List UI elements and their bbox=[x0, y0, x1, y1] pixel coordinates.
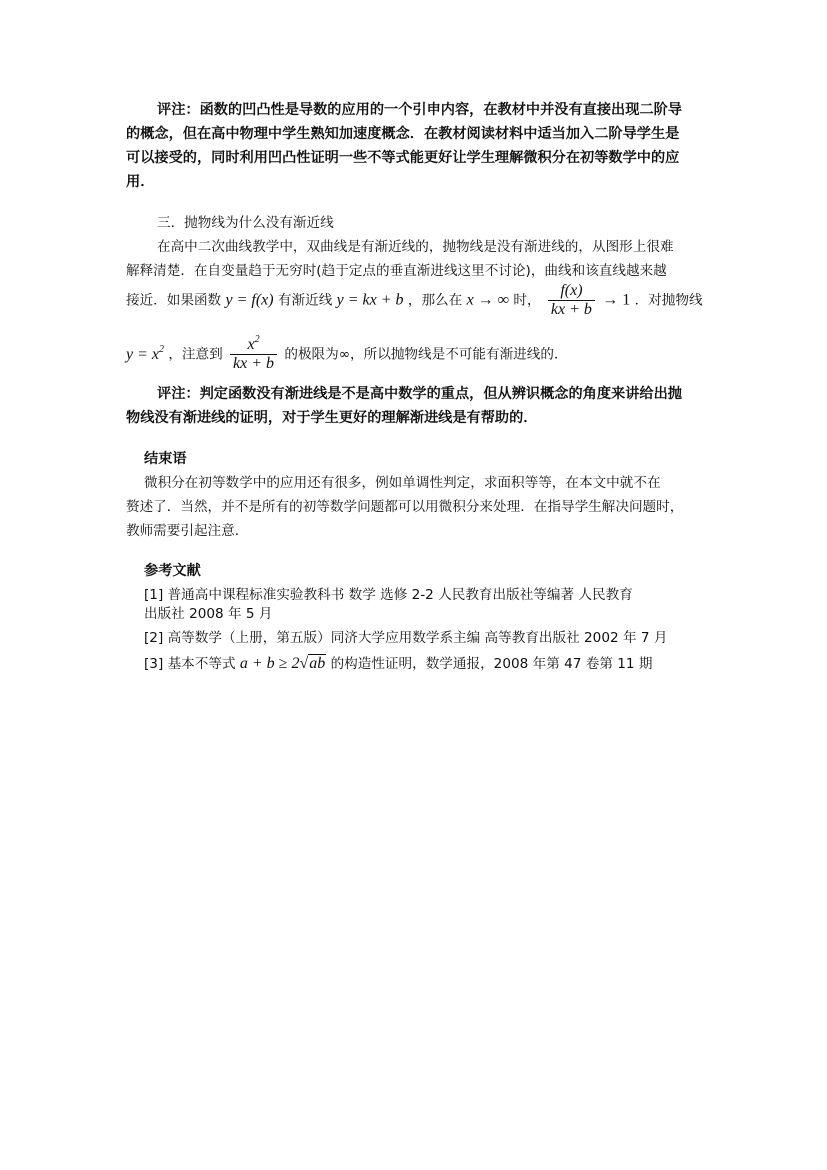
math-parabola bbox=[126, 343, 164, 363]
text-segment: 接近．如果函数 bbox=[126, 292, 222, 309]
reference-2: [2] 高等数学（上册，第五版）同济大学应用数学系主编 高等教育出版社 2002 年 7 月 bbox=[144, 630, 668, 646]
math-asymptote: y = kx + b bbox=[336, 291, 404, 309]
text-segment: ，注意到 bbox=[168, 346, 223, 363]
comment2-line-1: 评注：判定函数没有渐进线是不是高中数学的重点，但从辨识概念的角度来讲给出抛 bbox=[157, 386, 682, 402]
conclusion-heading: 结束语 bbox=[144, 451, 187, 467]
fraction-denominator: kx + b bbox=[550, 301, 592, 318]
comment1-line-3: 可以接受的，同时利用凹凸性证明一些不等式能更好让学生理解微积分在初等数学中的应 bbox=[126, 150, 680, 166]
fraction-denominator: kx + b bbox=[233, 355, 275, 372]
text-segment: 的极限为∞，所以抛物线是不可能有渐进线的． bbox=[284, 346, 568, 363]
math-limit-condition: x → ∞ bbox=[466, 291, 510, 309]
reference-3 bbox=[144, 652, 652, 676]
reference-1-line-1: [1] 普通高中课程标准实验教科书 数学 选修 2-2 人民教育出版社等编著 人民教育 bbox=[144, 587, 633, 603]
math-arrow-one: → 1 bbox=[602, 291, 631, 309]
math-inequality bbox=[240, 654, 326, 672]
math-function: y = f(x) bbox=[225, 291, 274, 309]
references-heading: 参考文献 bbox=[144, 563, 201, 579]
comment2-line-2: 物线没有渐进线的证明，对于学生更好的理解渐进线是有帮助的． bbox=[126, 410, 538, 426]
conclusion-line-2: 赘述了．当然，并不是所有的初等数学问题都可以用微积分来处理．在指导学生解决问题时， bbox=[126, 499, 684, 515]
math-radicand: ab bbox=[309, 655, 326, 672]
text-segment: 的构造性证明，数学通报，2008 年第 47 卷第 11 期 bbox=[330, 656, 653, 672]
comment1-line-1: 评注：函数的凹凸性是导数的应用的一个引申内容，在教材中并没有直接出现二阶导 bbox=[157, 102, 682, 118]
fraction-numerator-base: x bbox=[247, 336, 255, 353]
fraction-x2-over-kxb bbox=[230, 336, 277, 373]
comment1-line-4: 用． bbox=[126, 174, 155, 190]
math-parabola-exponent: 2 bbox=[159, 343, 164, 355]
sqrt-icon: √ bbox=[299, 655, 309, 672]
text-segment: ，那么在 bbox=[407, 292, 463, 309]
fraction-numerator: f(x) bbox=[548, 282, 595, 301]
fraction-fx-over-kxb bbox=[548, 282, 595, 319]
text-segment: 时， bbox=[513, 292, 541, 309]
text-segment: ．对抛物线 bbox=[634, 292, 703, 309]
conclusion-line-1: 微积分在初等数学中的应用还有很多，例如单调性判定，求面积等等，在本文中就不在 bbox=[144, 475, 661, 491]
fraction-numerator bbox=[230, 336, 277, 355]
section3-line-3 bbox=[126, 282, 703, 319]
text-segment: 有渐近线 bbox=[277, 292, 333, 309]
comment1-line-2: 的概念，但在高中物理中学生熟知加速度概念．在教材阅读材料中适当加入二阶导学生是 bbox=[126, 126, 680, 142]
conclusion-line-3: 教师需要引起注意． bbox=[126, 523, 249, 539]
section3-line-4 bbox=[126, 336, 568, 373]
math-inequality-left: a + b ≥ 2 bbox=[239, 655, 300, 672]
text-segment: [3] 基本不等式 bbox=[144, 656, 236, 672]
section3-line-2: 解释清楚．在自变量趋于无穷时(趋于定点的垂直渐进线这里不讨论)，曲线和该直线越来越 bbox=[126, 263, 667, 279]
section3-line-1: 在高中二次曲线教学中，双曲线是有渐近线的，抛物线是没有渐进线的，从图形上很难 bbox=[157, 239, 674, 255]
fraction-numerator-exponent: 2 bbox=[254, 334, 260, 345]
math-parabola-base: y = x bbox=[126, 345, 159, 363]
reference-1-line-2: 出版社 2008 年 5 月 bbox=[144, 606, 273, 622]
section-heading: 三．抛物线为什么没有渐近线 bbox=[157, 215, 334, 231]
